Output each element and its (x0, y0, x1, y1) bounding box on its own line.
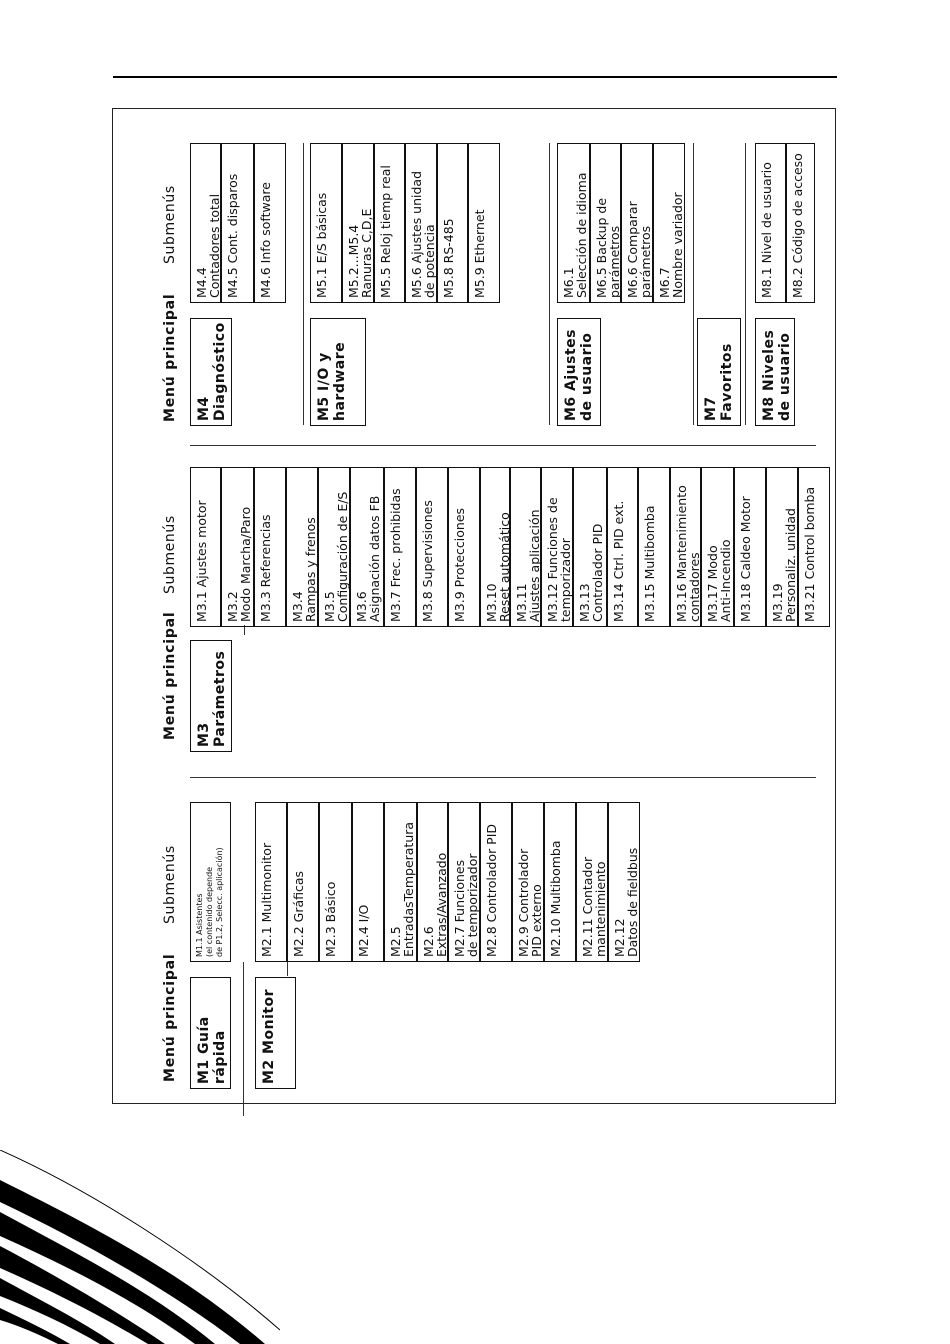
connector-line (243, 962, 244, 1116)
submenu-m5-item-label: M5.1 E/S básicas (314, 192, 329, 298)
submenu-m6-item[interactable] (557, 143, 590, 303)
submenu-m2-item-label: M2.9 Controlador PID externo (516, 848, 544, 957)
submenu-m8-item[interactable] (786, 143, 815, 303)
submenu-m2-item-label: M2.1 Multimonitor (259, 842, 274, 957)
submenu-m2-item[interactable] (287, 802, 319, 962)
submenu-m3-item-label: M3.7 Frec. prohibidas (388, 488, 403, 622)
menu-m6-ajustes-usuario-label: M6 Ajustes de usuario (563, 328, 595, 421)
column-header-main-2: Menú principal (162, 611, 178, 740)
submenu-m3-item[interactable] (480, 467, 510, 627)
submenu-m3-item-label: M3.13 Controlador PID (577, 523, 605, 622)
submenu-m6-item-label: M6.1 Selección de idioma (561, 172, 589, 298)
brand-swoosh-graphic (0, 1150, 280, 1344)
menu-m5-io-hardware-label: M5 I/O y hardware (316, 341, 348, 421)
connector-line (693, 143, 694, 425)
submenu-m3-item-label: M3.15 Multibomba (642, 505, 657, 622)
section-separator (190, 445, 816, 446)
submenu-m3-item[interactable] (384, 467, 416, 627)
submenu-m3-item-label: M3.12 Funciones de temporizador (545, 497, 573, 622)
submenu-m2-item-label: M2.11 Contador mantenimiento (580, 856, 608, 957)
submenu-m4-item-label: M4.6 Info software (258, 182, 273, 298)
submenu-m3-item-label: M3.1 Ajustes motor (194, 500, 209, 622)
submenu-m3-item-label: M3.10 Reset automático (484, 512, 512, 622)
column-header-main-3: Menú principal (162, 293, 178, 422)
submenu-m8-item-label: M8.2 Código de acceso (790, 153, 805, 298)
submenu-m3-item-label: M3.19 Personaliz. unidad (770, 508, 798, 622)
connector-line (745, 143, 746, 425)
menu-m4-diagnostico-label: M4 Diagnóstico (196, 322, 228, 421)
menu-m1-guia-rapida[interactable] (190, 977, 231, 1089)
submenu-m3-item[interactable] (701, 467, 734, 627)
submenu-m2-item[interactable] (255, 802, 287, 962)
menu-m4-diagnostico[interactable] (190, 318, 232, 426)
submenu-m2-item-label: M2.8 Controlador PID (484, 823, 499, 957)
submenu-m6-item-label: M6.5 Backup de parámetros (594, 197, 622, 298)
submenu-m6-item[interactable] (653, 143, 685, 303)
submenu-m5-item-label: M5.6 Ajustes unidad de potencia (409, 170, 437, 298)
submenu-m3-item[interactable] (766, 467, 798, 627)
submenu-m2-item[interactable] (608, 802, 640, 962)
submenu-m3-item[interactable] (190, 467, 221, 627)
submenu-m3-item[interactable] (416, 467, 448, 627)
submenu-m3-item[interactable] (573, 467, 607, 627)
submenu-m2-item-label: M2.10 Multibomba (548, 840, 563, 957)
submenu-m2-item-label: M2.2 Gráficas (291, 870, 306, 957)
submenu-m3-item[interactable] (318, 467, 350, 627)
submenu-m2-item-label: M2.7 Funciones de temporizador (452, 853, 480, 957)
menu-m3-parametros[interactable] (190, 640, 232, 752)
submenu-m8-item[interactable] (755, 143, 786, 303)
submenu-m1-1-asistentes-label: M1.1 Asistentes (el contenido depende de P1.2, Selecc. aplicación) (195, 847, 224, 957)
submenu-m3-item-label: M3.3 Referencias (258, 514, 273, 622)
submenu-m2-item-label: M2.12 Datos de fieldbus (612, 847, 640, 957)
submenu-m5-item-label: M5.5 Reloj tiemp real (378, 165, 393, 298)
connector-line (549, 143, 550, 425)
submenu-m3-item[interactable] (734, 467, 766, 627)
menu-m2-monitor[interactable] (255, 977, 296, 1089)
submenu-m2-item[interactable] (448, 802, 480, 962)
submenu-m3-item[interactable] (286, 467, 318, 627)
submenu-m3-item-label: M3.11 Ajustes aplicación (514, 509, 542, 622)
submenu-m5-item[interactable] (310, 143, 342, 303)
submenu-m1-1-asistentes[interactable] (190, 802, 231, 962)
menu-m2-monitor-label: M2 Monitor (261, 988, 277, 1084)
submenu-m3-item-label: M3.9 Protecciones (452, 507, 467, 622)
submenu-m2-item[interactable] (352, 802, 384, 962)
submenu-m3-item-label: M3.21 Control bomba (802, 486, 817, 622)
submenu-m5-item[interactable] (374, 143, 405, 303)
submenu-m8-item-label: M8.1 Nivel de usuario (759, 162, 774, 298)
submenu-m3-item[interactable] (638, 467, 670, 627)
submenu-m3-item[interactable] (798, 467, 830, 627)
submenu-m6-item[interactable] (590, 143, 621, 303)
submenu-m3-item[interactable] (221, 467, 254, 627)
submenu-m3-item-label: M3.16 Mantenimiento contadores (674, 485, 702, 622)
submenu-m4-item-label: M4.4 Contadores total (194, 193, 222, 298)
menu-m1-guia-rapida-label: M1 Guía rápida (196, 1016, 228, 1084)
submenu-m2-item[interactable] (417, 802, 448, 962)
submenu-m5-item[interactable] (437, 143, 468, 303)
menu-m5-io-hardware[interactable] (310, 318, 366, 426)
submenu-m4-item-label: M4.5 Cont. disparos (225, 173, 240, 298)
submenu-m3-item-label: M3.5 Configuración de E/S (322, 491, 350, 622)
submenu-m3-item[interactable] (541, 467, 573, 627)
submenu-m5-item[interactable] (468, 143, 500, 303)
submenu-m3-item[interactable] (448, 467, 480, 627)
submenu-m2-item[interactable] (319, 802, 352, 962)
submenu-m2-item-label: M2.4 I/O (356, 904, 371, 957)
section-separator (190, 777, 816, 778)
submenu-m5-item-label: M5.8 RS-485 (441, 218, 456, 298)
submenu-m2-item-label: M2.3 Básico (323, 881, 338, 957)
submenu-m5-item[interactable] (405, 143, 437, 303)
submenu-m4-item[interactable] (190, 143, 221, 303)
menu-m8-niveles-usuario[interactable] (755, 318, 795, 426)
submenu-m6-item-label: M6.7 Nombre variador (657, 192, 685, 298)
submenu-m4-item[interactable] (221, 143, 254, 303)
header-rule (113, 76, 837, 78)
submenu-m3-item-label: M3.8 Supervisiones (420, 500, 435, 622)
submenu-m5-item[interactable] (342, 143, 374, 303)
column-header-sub-2: Submenús (162, 515, 178, 594)
submenu-m4-item[interactable] (254, 143, 286, 303)
column-header-main-1: Menú principal (162, 953, 178, 1082)
submenu-m6-item-label: M6.6 Comparar parámetros (625, 201, 653, 298)
submenu-m3-item-label: M3.17 Modo Anti-Incendio (705, 539, 733, 622)
submenu-m2-item[interactable] (480, 802, 512, 962)
submenu-m2-item[interactable] (576, 802, 608, 962)
menu-m6-ajustes-usuario[interactable] (557, 318, 601, 426)
submenu-m6-item[interactable] (621, 143, 653, 303)
submenu-m2-item-label: M2.5 EntradasTemperatura (388, 821, 416, 957)
connector-line (287, 962, 288, 976)
submenu-m3-item[interactable] (510, 467, 541, 627)
submenu-m2-item[interactable] (384, 802, 417, 962)
submenu-m3-item-label: M3.14 Ctrl. PID ext. (611, 500, 626, 622)
submenu-m3-item[interactable] (670, 467, 701, 627)
column-header-sub-3: Submenús (162, 185, 178, 264)
submenu-m3-item-label: M3.4 Rampas y frenos (290, 517, 318, 622)
menu-m8-niveles-usuario-label: M8 Niveles de usuario (761, 329, 793, 421)
submenu-m2-item-label: M2.6 Extras/Avanzado (421, 852, 449, 957)
submenu-m3-item[interactable] (607, 467, 638, 627)
submenu-m3-item[interactable] (254, 467, 286, 627)
connector-line (303, 143, 304, 425)
submenu-m5-item-label: M5.9 Ethernet (472, 209, 487, 298)
submenu-m2-item[interactable] (512, 802, 544, 962)
submenu-m3-item-label: M3.6 Asignación datos FB (354, 495, 382, 622)
submenu-m5-item-label: M5.2...M5.4 Ranuras C,D,E (346, 208, 374, 298)
submenu-m3-item-label: M3.18 Caldeo Motor (738, 496, 753, 622)
menu-m7-favoritos-label: M7 Favoritos (703, 343, 735, 421)
column-header-sub-1: Submenús (162, 845, 178, 924)
submenu-m3-item[interactable] (350, 467, 384, 627)
submenu-m3-item-label: M3.2 Modo Marcha/Paro (225, 506, 253, 622)
menu-m7-favoritos[interactable] (697, 318, 741, 426)
submenu-m2-item[interactable] (544, 802, 576, 962)
menu-m3-parametros-label: M3 Parámetros (196, 650, 228, 747)
